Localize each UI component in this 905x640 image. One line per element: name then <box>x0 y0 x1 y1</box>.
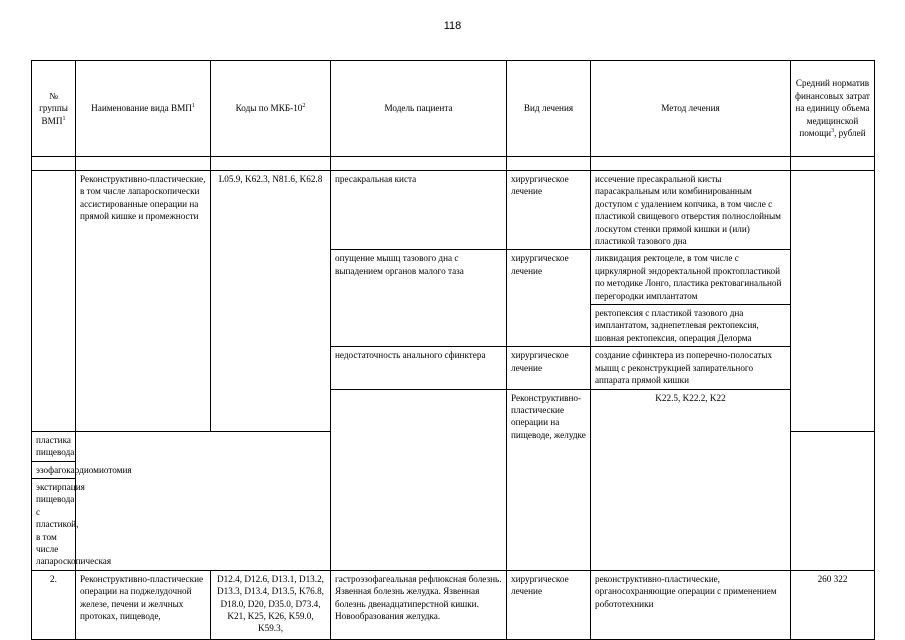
vmp-name-cell: Реконструктивно-пластические, в том числе лапароскопически ассистированные операции на прямой кишке и промежности <box>76 171 211 432</box>
treatment-method-cell: создание сфинктера из поперечно-полосатых мышц с реконструкцией запирательного аппарата прямой кишки <box>591 347 791 389</box>
cost-cell <box>791 171 875 432</box>
patient-model-cell: недостаточность анального сфинктера <box>331 347 507 389</box>
group-number-cell: 2. <box>32 570 76 639</box>
group-number-cell <box>331 389 507 570</box>
table-row <box>32 171 875 250</box>
header-patient-model: Модель пациента <box>331 61 507 157</box>
header-treatment-type: Вид лечения <box>507 61 591 157</box>
table-row <box>32 570 875 639</box>
header-cost-norm: Средний норматив финансовых затрат на единицу объема медицинской помощи$^3$, рублей <box>791 61 875 157</box>
spacer-row <box>32 157 875 171</box>
icd-codes-cell: D12.4, D12.6, D13.1, D13.2, D13.3, D13.4, D13.5, K76.8, D18.0, D20, D35.0, D73.4, K21, K25, K26, K59.0, K59.3, <box>211 570 331 639</box>
treatment-type-cell: хирургическое лечение <box>507 171 591 250</box>
patient-model-cell: опущение мышц тазового дна с выпадением органов малого таза <box>331 250 507 347</box>
header-vmp-name: Наименование вида ВМП$^1$ <box>76 61 211 157</box>
header-row <box>32 61 875 157</box>
treatment-type-cell: хирургическое лечение <box>507 250 591 347</box>
icd-codes-cell: L05.9, K62.3, N81.6, K62.8 <box>211 171 331 432</box>
patient-model-cell: пресакральная киста <box>331 171 507 250</box>
page-number: 118 <box>443 20 462 32</box>
treatment-type-cell: хирургическое лечение <box>507 347 591 389</box>
treatment-method-cell: пластика пищевода <box>32 431 76 461</box>
treatment-method-cell: иссечение пресакральной кисты парасакральным или комбинированным доступом с удалением копчика, в том числе с пластикой свищевого отверстия полнослойным лоскутом стенки прямой кишки и (или) пластикой тазового дна <box>591 171 791 250</box>
treatment-method-cell: эзофагокардиомиотомия <box>32 461 76 478</box>
treatment-method-cell: ректопексия с пластикой тазового дна имплантатом, заднепетлевая ректопексия, шовная ректопексия, операция Делорма <box>591 305 791 347</box>
treatment-type-cell: хирургическое лечение <box>507 570 591 639</box>
header-icd-codes: Коды по МКБ-$10^2$ <box>211 61 331 157</box>
treatment-method-cell: реконструктивно-пластические, органосохраняющие операции с применением робототехники <box>591 570 791 639</box>
patient-model-cell: гастроэзофагеальная рефлюксная болезнь. Язвенная болезнь желудка. Язвенная болезнь двенадцатиперстной кишки. Новообразования желудка. <box>331 570 507 639</box>
treatment-method-cell: ликвидация ректоцеле, в том числе с циркулярной эндоректальной проктопластикой по методике Лонго, пластика ректовагинальной перегородки имплантатом <box>591 250 791 305</box>
header-group-no: № группы ВМП$^1$ <box>32 61 76 157</box>
group-number-cell <box>32 171 76 432</box>
treatment-method-cell: экстирпация пищевода с пластикой, в том числе лапароскопическая <box>32 478 76 570</box>
vmp-table <box>31 60 875 640</box>
header-treatment-method: Метод лечения <box>591 61 791 157</box>
vmp-name-cell: Реконструктивно-пластические операции на поджелудочной железе, печени и желчных протоках, пищеводе, <box>76 570 211 639</box>
icd-codes-cell: K22.5, K22.2, K22 <box>591 389 791 570</box>
vmp-name-cell: Реконструктивно-пластические операции на пищеводе, желудке <box>507 389 591 570</box>
cost-cell: 260 322 <box>791 570 875 639</box>
